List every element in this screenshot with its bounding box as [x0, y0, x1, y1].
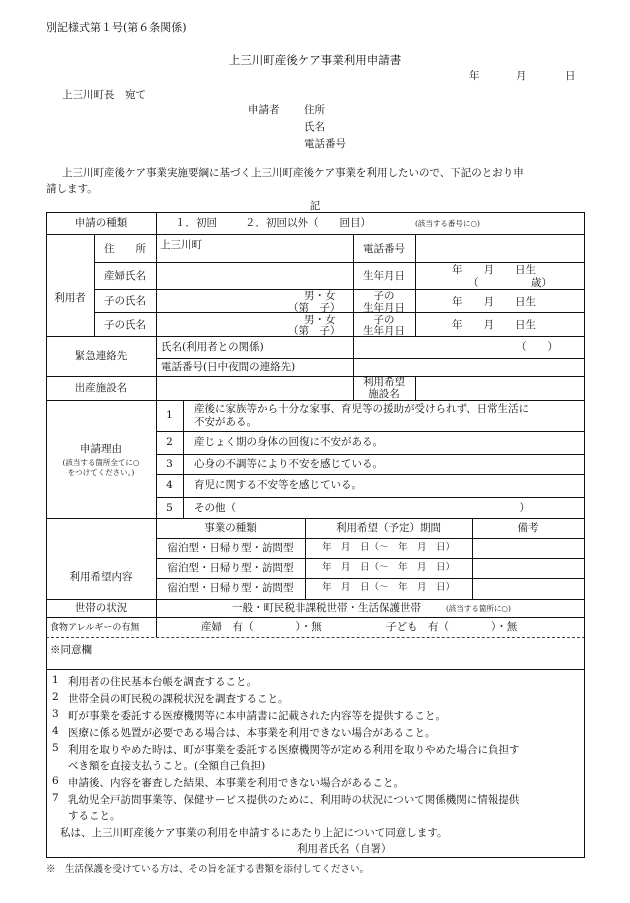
allergy-mother[interactable]: 産婦 有（ ）・無 — [201, 621, 322, 633]
usage-label: 利用希望内容 — [69, 571, 133, 583]
user-address-value[interactable]: 上三川町 — [160, 239, 202, 251]
child-name-label: 子の氏名 — [104, 295, 146, 307]
child-birth-order[interactable]: （第 子） — [288, 325, 341, 337]
consent-item: 世帯全員の町民税の課税状況を調査すること。 — [68, 693, 289, 705]
user-phone-label: 電話番号 — [363, 243, 405, 255]
emergency-label: 緊急連絡先 — [74, 350, 128, 362]
usage-row-type[interactable]: 宿泊型・日帰り型・訪問型 — [167, 582, 294, 594]
applicant-address-label: 住所 — [304, 104, 325, 116]
type-label: 申請の種類 — [74, 217, 128, 229]
consent-number: 5 — [52, 742, 59, 754]
usage-row-period[interactable]: 年 月 日（～ 年 月 日） — [321, 542, 455, 553]
emergency-name-label: 氏名(利用者との関係) — [161, 341, 264, 353]
allergy-label: 食物アレルギーの有無 — [50, 623, 140, 633]
reason-text: 産後に家族等から十分な家事、育児等の援助が受けられず、日常生活に — [194, 403, 530, 415]
reason-text: 育児に関する不安等を感じている。 — [194, 479, 362, 491]
type-note: (該当する番号に○) — [415, 219, 480, 228]
mother-birth-ymd[interactable]: 年 月 日生 — [452, 264, 536, 276]
applicant-name-label: 氏名 — [304, 121, 325, 133]
consent-number: 1 — [52, 674, 59, 686]
type-option-first[interactable]: １．初回 — [175, 217, 217, 229]
usage-row-type[interactable]: 宿泊型・日帰り型・訪問型 — [167, 542, 294, 554]
date-year: 年 — [469, 70, 480, 82]
intro-text: 上三川町産後ケア事業実施要綱に基づく上三川町産後ケア事業を利用したいので、下記のとおり申 — [62, 167, 524, 179]
ki-heading: 記 — [309, 200, 321, 212]
footnote: ※ 生活保護を受けている方は、その旨を証する書類を添付してください。 — [46, 864, 370, 875]
child-birth-ymd[interactable]: 年 月 日生 — [452, 319, 536, 331]
service-type-header: 事業の種類 — [204, 522, 257, 534]
applicant-label: 申請者 — [248, 104, 280, 116]
consent-number: 4 — [52, 725, 59, 737]
period-header: 利用希望（予定）期間 — [336, 522, 441, 534]
consent-number: 2 — [52, 691, 59, 703]
household-note: (該当する箇所に○) — [446, 604, 511, 613]
consent-title: ※同意欄 — [50, 644, 92, 656]
consent-item: 申請後、内容を審査した結果、本事業を利用できない場合があること。 — [68, 777, 404, 789]
reason-text[interactable]: その他（ ） — [194, 502, 530, 514]
form-number: 別記様式第１号(第６条関係) — [46, 21, 187, 34]
consent-number: 6 — [52, 775, 59, 787]
household-value[interactable]: 一般・町民税非課税世帯・生活保護世帯 — [232, 602, 421, 614]
reason-number[interactable]: 3 — [166, 458, 173, 470]
intro-text-cont: 請します。 — [46, 183, 98, 195]
child-birth-order[interactable]: （第 子） — [288, 302, 341, 314]
child-birth-label-2: 生年月日 — [363, 325, 405, 337]
consent-item: 乳幼児全戸訪問事業等、保健サービス提供のために、利用時の状況について関係機関に情報提供 — [68, 794, 520, 806]
reason-number[interactable]: 1 — [166, 409, 173, 421]
emergency-phone-label: 電話番号(日中夜間の連絡先) — [161, 361, 296, 373]
reason-text: 産じょく期の身体の回復に不安がある。 — [194, 436, 383, 448]
consent-item-cont: すること。 — [68, 810, 121, 822]
child-birth-label: 子の — [373, 314, 395, 326]
emergency-relation[interactable]: （ ） — [516, 341, 558, 353]
consent-number: 7 — [52, 792, 59, 804]
child-name-label: 子の氏名 — [104, 319, 146, 331]
remarks-header: 備考 — [517, 522, 539, 534]
reason-note: (該当する箇所全てに○ — [62, 458, 140, 467]
child-sex[interactable]: 男・女 — [304, 314, 336, 326]
form-title: 上三川町産後ケア事業利用申請書 — [228, 53, 402, 67]
reason-number[interactable]: 4 — [166, 479, 173, 491]
consent-item: 利用者の住民基本台帳を調査すること。 — [68, 676, 257, 688]
desired-facility-label-2: 施設名 — [368, 388, 400, 400]
consent-item-cont: べき額を直接支払うこと。(全額自己負担) — [68, 760, 266, 772]
child-birth-label: 子の — [373, 290, 395, 302]
reason-number[interactable]: 2 — [166, 436, 173, 448]
addressee: 上三川町長 宛て — [62, 89, 146, 101]
usage-row-period[interactable]: 年 月 日（～ 年 月 日） — [321, 562, 455, 573]
usage-row-period[interactable]: 年 月 日（～ 年 月 日） — [321, 582, 455, 593]
date-day: 日 — [565, 70, 576, 82]
reason-text-cont: 不安がある。 — [194, 416, 257, 428]
consent-agreement: 私は、上三川町産後ケア事業の利用を申請するにあたり上記について同意します。 — [60, 827, 448, 839]
consent-section — [46, 670, 585, 858]
consent-item: 町が事業を委託する医療機関等に本申請書に記載された内容等を提供すること。 — [68, 710, 446, 722]
desired-facility-label: 利用希望 — [363, 376, 405, 388]
child-birth-ymd[interactable]: 年 月 日生 — [452, 296, 536, 308]
usage-row-type[interactable]: 宿泊型・日帰り型・訪問型 — [167, 562, 294, 574]
type-option-repeat[interactable]: ２．初回以外（ 回目） — [245, 217, 371, 229]
mother-name-label: 産婦氏名 — [104, 270, 146, 282]
applicant-phone-label: 電話番号 — [304, 138, 346, 150]
consent-item: 医療に係る処置が必要である場合は、本事業を利用できない場合があること。 — [68, 727, 436, 739]
reason-note-2: をつけてください。) — [67, 468, 135, 477]
child-birth-label-2: 生年月日 — [363, 302, 405, 314]
signature-label[interactable]: 利用者氏名（自署） — [297, 843, 392, 855]
household-label: 世帯の状況 — [74, 602, 128, 614]
consent-number: 3 — [52, 708, 59, 720]
child-sex[interactable]: 男・女 — [304, 290, 336, 302]
reason-label: 申請理由 — [80, 443, 122, 455]
reason-number[interactable]: 5 — [166, 502, 173, 514]
date-month: 月 — [516, 70, 527, 82]
facility-label: 出産施設名 — [74, 382, 128, 394]
user-address-label: 住 所 — [104, 243, 146, 255]
reason-text: 心身の不調等により不安を感じている。 — [194, 458, 383, 470]
mother-birth-label: 生年月日 — [363, 270, 405, 282]
user-label: 利用者 — [54, 292, 86, 304]
application-form-table — [46, 212, 585, 670]
allergy-child[interactable]: 子ども 有（ ）・無 — [386, 621, 518, 633]
consent-item: 利用を取りやめた時は、町が事業を委託する医療機関等が定める利用を取りやめた場合に負担す — [68, 744, 520, 756]
mother-age[interactable]: （ 歳） — [468, 277, 552, 289]
